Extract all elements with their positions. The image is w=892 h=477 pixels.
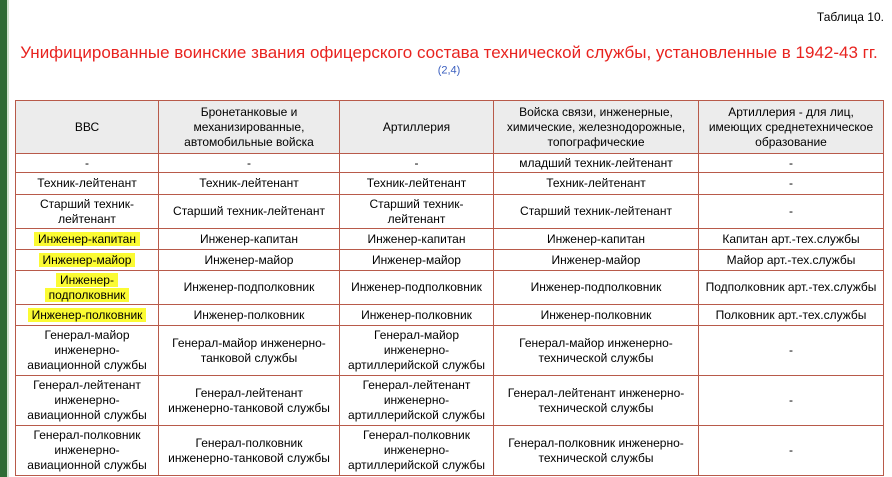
table-cell: Генерал-майор инженерно-артиллерийской службы [340,326,494,376]
table-number: Таблица 10. [816,10,884,24]
table-cell: Техник-лейтенант [494,173,699,195]
table-cell: - [159,154,340,173]
table-cell: Техник-лейтенант [16,173,159,195]
table-cell: - [16,154,159,173]
table-row [16,229,884,250]
table-cell: Подполковник арт.-тех.службы [699,271,884,305]
table-row [16,250,884,271]
highlighted-text: Инженер-майор [39,253,136,267]
table-cell: - [699,195,884,229]
table-cell: Инженер-капитан [159,229,340,250]
highlighted-text: Инженер-подполковник [45,273,130,302]
table-row [16,154,884,173]
header-cell: Артиллерия [340,101,494,154]
header-cell: Бронетанковые и механизированные, автомобильные войска [159,101,340,154]
highlighted-text: Инженер-полковник [28,308,147,322]
table-title [20,42,878,86]
table-row [16,326,884,376]
table-cell: - [699,173,884,195]
title-references[interactable]: (2,4) [437,64,461,77]
table-cell-highlighted [16,271,159,305]
table-cell: - [699,376,884,426]
table-cell: Старший техник-лейтенант [159,195,340,229]
table-cell: Полковник арт.-тех.службы [699,305,884,326]
table-row [16,376,884,426]
table-cell: Инженер-майор [159,250,340,271]
table-cell: - [340,154,494,173]
table-cell: Генерал-полковник инженерно-авиационной службы [16,426,159,476]
table-cell: Генерал-майор инженерно-технической службы [494,326,699,376]
table-cell: Майор арт.-тех.службы [699,250,884,271]
header-row [16,101,884,154]
table-cell: Инженер-подполковник [494,271,699,305]
table-cell: - [699,426,884,476]
table-cell: Техник-лейтенант [340,173,494,195]
table-cell: Генерал-лейтенант инженерно-танковой службы [159,376,340,426]
table-cell: Генерал-полковник инженерно-танковой службы [159,426,340,476]
table-row [16,195,884,229]
table-cell: - [699,154,884,173]
table-row [16,305,884,326]
table-cell: младший техник-лейтенант [494,154,699,173]
table-title-text: Унифицированные воинские звания офицерского состава технической службы, установленные в 1942-43 гг. [20,43,878,62]
table-cell: Инженер-подполковник [340,271,494,305]
table-cell: Генерал-майор инженерно-авиационной службы [16,326,159,376]
table-cell: Инженер-майор [340,250,494,271]
table-row [16,426,884,476]
table-cell: Генерал-лейтенант инженерно-артиллерийской службы [340,376,494,426]
table-cell: Старший техник-лейтенант [494,195,699,229]
table-cell: Инженер-капитан [494,229,699,250]
table-row [16,271,884,305]
header-cell: ВВС [16,101,159,154]
table-cell: Генерал-полковник инженерно-артиллерийской службы [340,426,494,476]
table-cell: Старший техник-лейтенант [16,195,159,229]
table-cell: Инженер-капитан [340,229,494,250]
table-cell: - [699,326,884,376]
table-cell-highlighted [16,229,159,250]
table-cell: Генерал-майор инженерно-танковой службы [159,326,340,376]
table-cell: Техник-лейтенант [159,173,340,195]
ranks-table [15,100,884,476]
left-border-rail [0,0,7,477]
table-cell: Капитан арт.-тех.службы [699,229,884,250]
table-cell: Инженер-полковник [340,305,494,326]
table-cell: Генерал-лейтенант инженерно-авиационной службы [16,376,159,426]
table-row [16,173,884,195]
highlighted-text: Инженер-капитан [34,232,140,246]
table-cell-highlighted [16,250,159,271]
table-cell: Инженер-полковник [494,305,699,326]
header-cell: Войска связи, инженерные, химические, железнодорожные, топографические [494,101,699,154]
table-cell-highlighted [16,305,159,326]
header-cell: Артиллерия - для лиц, имеющих среднетехническое образование [699,101,884,154]
table-cell: Инженер-подполковник [159,271,340,305]
table-cell: Генерал-полковник инженерно-технической службы [494,426,699,476]
table-cell: Инженер-майор [494,250,699,271]
table-cell: Генерал-лейтенант инженерно-технической службы [494,376,699,426]
table-cell: Инженер-полковник [159,305,340,326]
table-cell: Старший техник-лейтенант [340,195,494,229]
